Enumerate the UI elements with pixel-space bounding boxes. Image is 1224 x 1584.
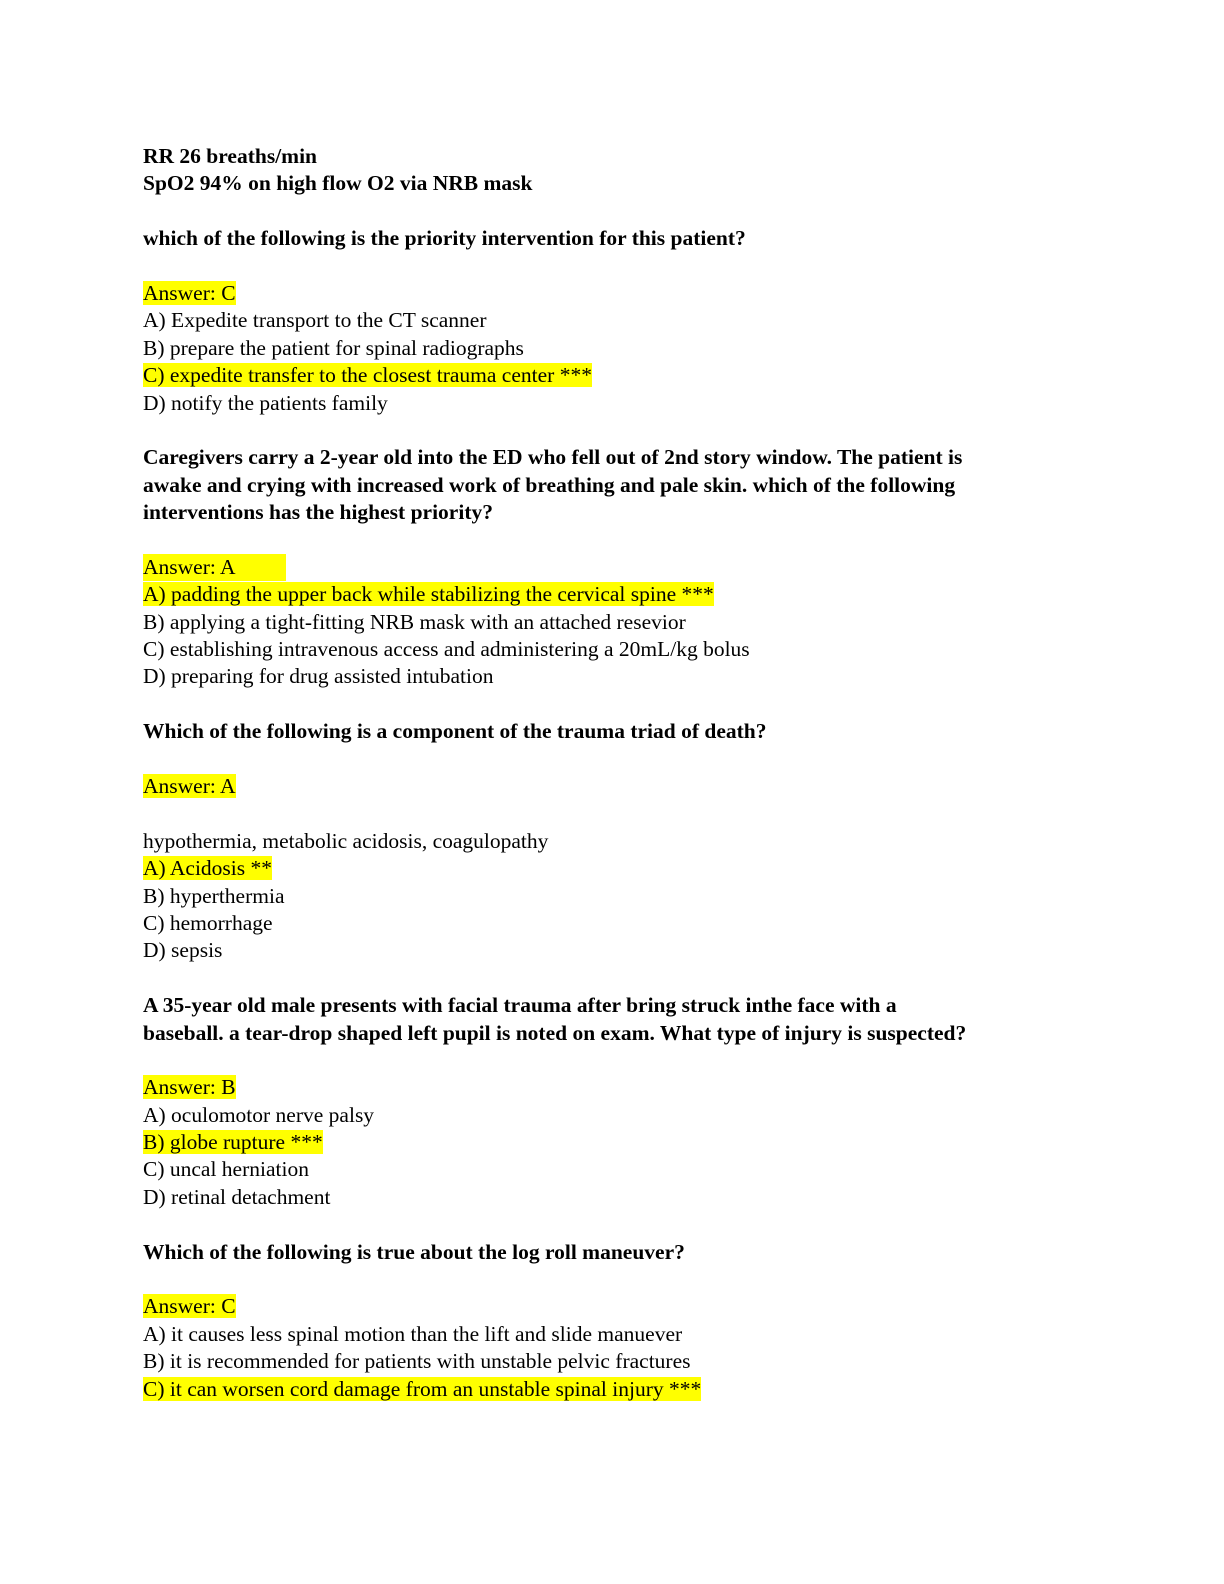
- q4-option-b: B) globe rupture ***: [143, 1130, 323, 1155]
- q4-question-line-1: A 35-year old male presents with facial trauma after bring struck inthe face with a: [143, 993, 897, 1018]
- q1-question: which of the following is the priority intervention for this patient?: [143, 226, 746, 251]
- q2-option-c: C) establishing intravenous access and administering a 20mL/kg bolus: [143, 637, 750, 662]
- q3-option-a: A) Acidosis **: [143, 856, 272, 881]
- q3-option-d: D) sepsis: [143, 938, 223, 963]
- q3-answer: Answer: A: [143, 773, 236, 798]
- vitals-rr: RR 26 breaths/min: [143, 144, 318, 168]
- q2-option-a: A) padding the upper back while stabilizing the cervical spine ***: [143, 582, 714, 607]
- q2-question-line-3: interventions has the highest priority?: [143, 500, 493, 525]
- q4-option-d: D) retinal detachment: [143, 1184, 331, 1209]
- q2-option-b: B) applying a tight-fitting NRB mask with an attached resevior: [143, 609, 686, 634]
- q5-answer: Answer: C: [143, 1294, 236, 1319]
- q1-option-a: A) Expedite transport to the CT scanner: [143, 308, 487, 333]
- q5-option-c: C) it can worsen cord damage from an unstable spinal injury ***: [143, 1376, 702, 1401]
- q4-option-c: C) uncal herniation: [143, 1157, 309, 1182]
- q3-option-b: B) hyperthermia: [143, 883, 285, 908]
- q3-option-c: C) hemorrhage: [143, 910, 273, 935]
- q3-question: Which of the following is a component of the trauma triad of death?: [143, 719, 767, 744]
- vitals-spo2: SpO2 94% on high flow O2 via NRB mask: [143, 171, 533, 196]
- q4-answer: Answer: B: [143, 1075, 236, 1100]
- q2-answer: Answer: A: [143, 554, 286, 581]
- q2-option-d: D) preparing for drug assisted intubation: [143, 664, 494, 689]
- q5-option-b: B) it is recommended for patients with unstable pelvic fractures: [143, 1349, 691, 1374]
- q5-option-a: A) it causes less spinal motion than the lift and slide manuever: [143, 1321, 683, 1346]
- q3-note: hypothermia, metabolic acidosis, coagulopathy: [143, 828, 549, 853]
- q2-question-line-1: Caregivers carry a 2-year old into the ED who fell out of 2nd story window. The patient is: [143, 445, 963, 470]
- q1-option-b: B) prepare the patient for spinal radiographs: [143, 335, 524, 360]
- q4-question-line-2: baseball. a tear-drop shaped left pupil is noted on exam. What type of injury is suspected?: [143, 1020, 967, 1045]
- document-page: [143, 143, 1103, 1403]
- q4-option-a: A) oculomotor nerve palsy: [143, 1102, 375, 1127]
- q1-option-c: C) expedite transfer to the closest trauma center ***: [143, 363, 592, 388]
- q1-answer: Answer: C: [143, 280, 236, 305]
- q5-question: Which of the following is true about the log roll maneuver?: [143, 1239, 685, 1264]
- q1-option-d: D) notify the patients family: [143, 390, 388, 415]
- q2-question-line-2: awake and crying with increased work of breathing and pale skin. which of the following: [143, 472, 956, 497]
